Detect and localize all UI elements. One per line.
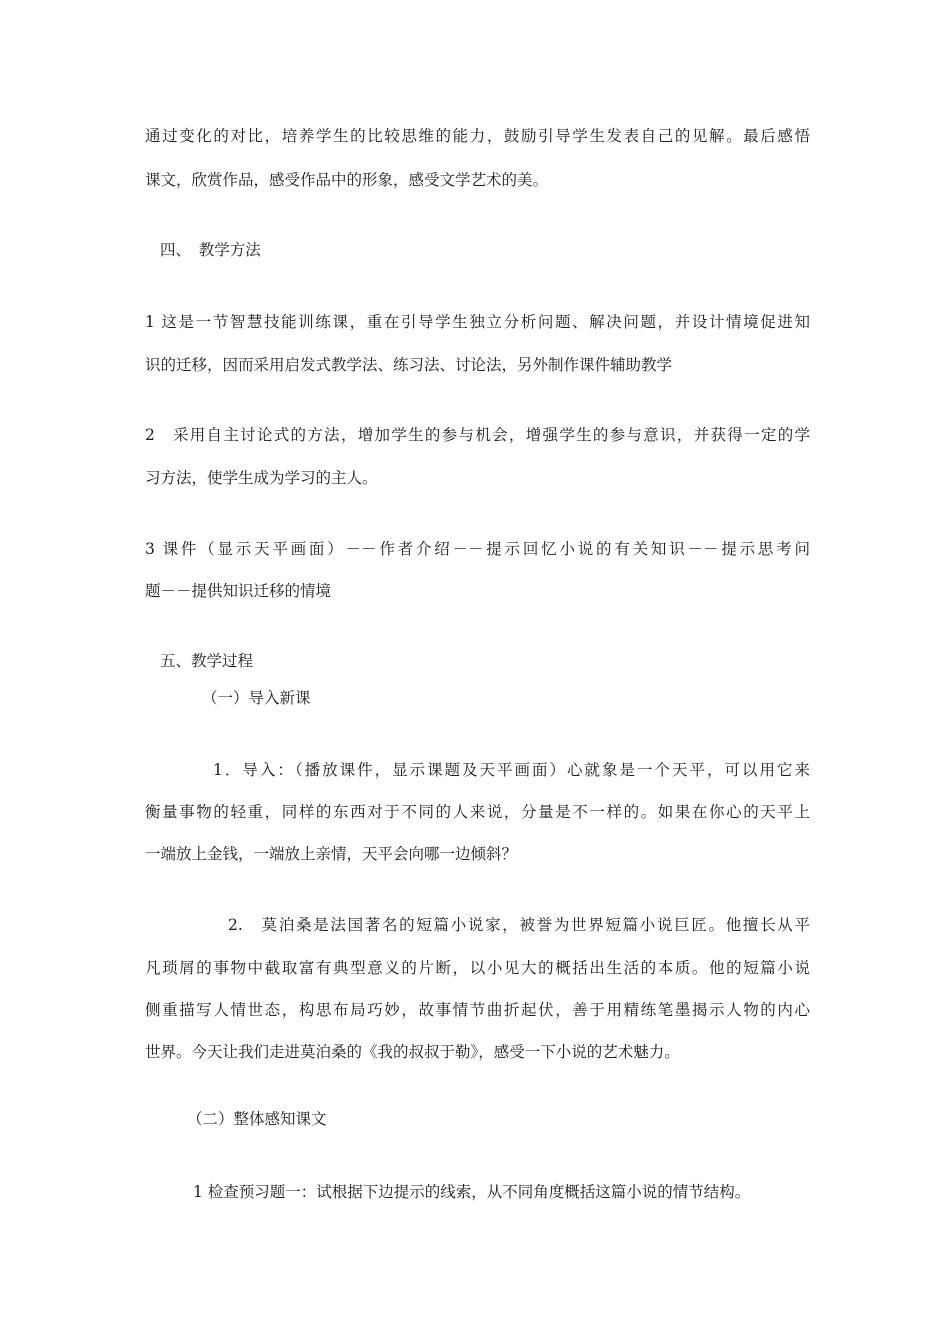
section-heading-teaching-methods: 四、 教学方法 [160,241,261,259]
subsection-heading-overall-perception: （二）整体感知课文 [187,1110,327,1128]
intro-paragraph-line-2: 课文，欣赏作品，感受作品中的形象，感受文学艺术的美。 [145,171,549,189]
preview-check-1: 1 检查预习题一：试根据下边提示的线索，从不同角度概括这篇小说的情节结构。 [193,1183,751,1201]
subsection-heading-introduction: （一）导入新课 [202,689,311,707]
step-2-line-3: 侧重描写人情世态，构思布局巧妙，故事情节曲折起伏，善于用精练笔墨揭示人物的内心 [145,1001,810,1019]
step-2-line-2: 凡琐屑的事物中截取富有典型意义的片断，以小见大的概括出生活的本质。他的短篇小说 [145,959,810,977]
step-1-line-2: 衡量事物的轻重，同样的东西对于不同的人来说，分量是不一样的。如果在你心的天平上 [145,803,810,821]
section-heading-teaching-process: 五、教学过程 [160,652,254,670]
method-1-line-2: 识的迁移，因而采用启发式教学法、练习法、讨论法，另外制作课件辅助教学 [145,356,673,374]
method-2-line-1: 2 采用自主讨论式的方法，增加学生的参与机会，增强学生的参与意识，并获得一定的学 [145,426,810,444]
method-3-line-1: 3 课件（显示天平画面）－－作者介绍－－提示回忆小说的有关知识－－提示思考问 [145,540,810,558]
step-1-line-3: 一端放上金钱，一端放上亲情，天平会向哪一边倾斜？ [145,845,518,863]
method-2-line-2: 习方法，使学生成为学习的主人。 [145,469,378,487]
intro-paragraph-line-1: 通过变化的对比，培养学生的比较思维的能力，鼓励引导学生发表自己的见解。最后感悟 [145,127,810,145]
step-1-line-1: 1．导入：（播放课件，显示课题及天平画面）心就象是一个天平，可以用它来 [213,761,810,779]
step-2-line-1: 2. 莫泊桑是法国著名的短篇小说家，被誉为世界短篇小说巨匠。他擅长从平 [228,916,810,934]
method-3-line-2: 题－－提供知识迁移的情境 [145,582,332,600]
method-1-line-1: 1 这是一节智慧技能训练课，重在引导学生独立分析问题、解决问题，并设计情境促进知 [145,313,810,331]
step-2-line-4: 世界。今天让我们走进莫泊桑的《我的叔叔于勒》，感受一下小说的艺术魅力。 [145,1043,680,1061]
